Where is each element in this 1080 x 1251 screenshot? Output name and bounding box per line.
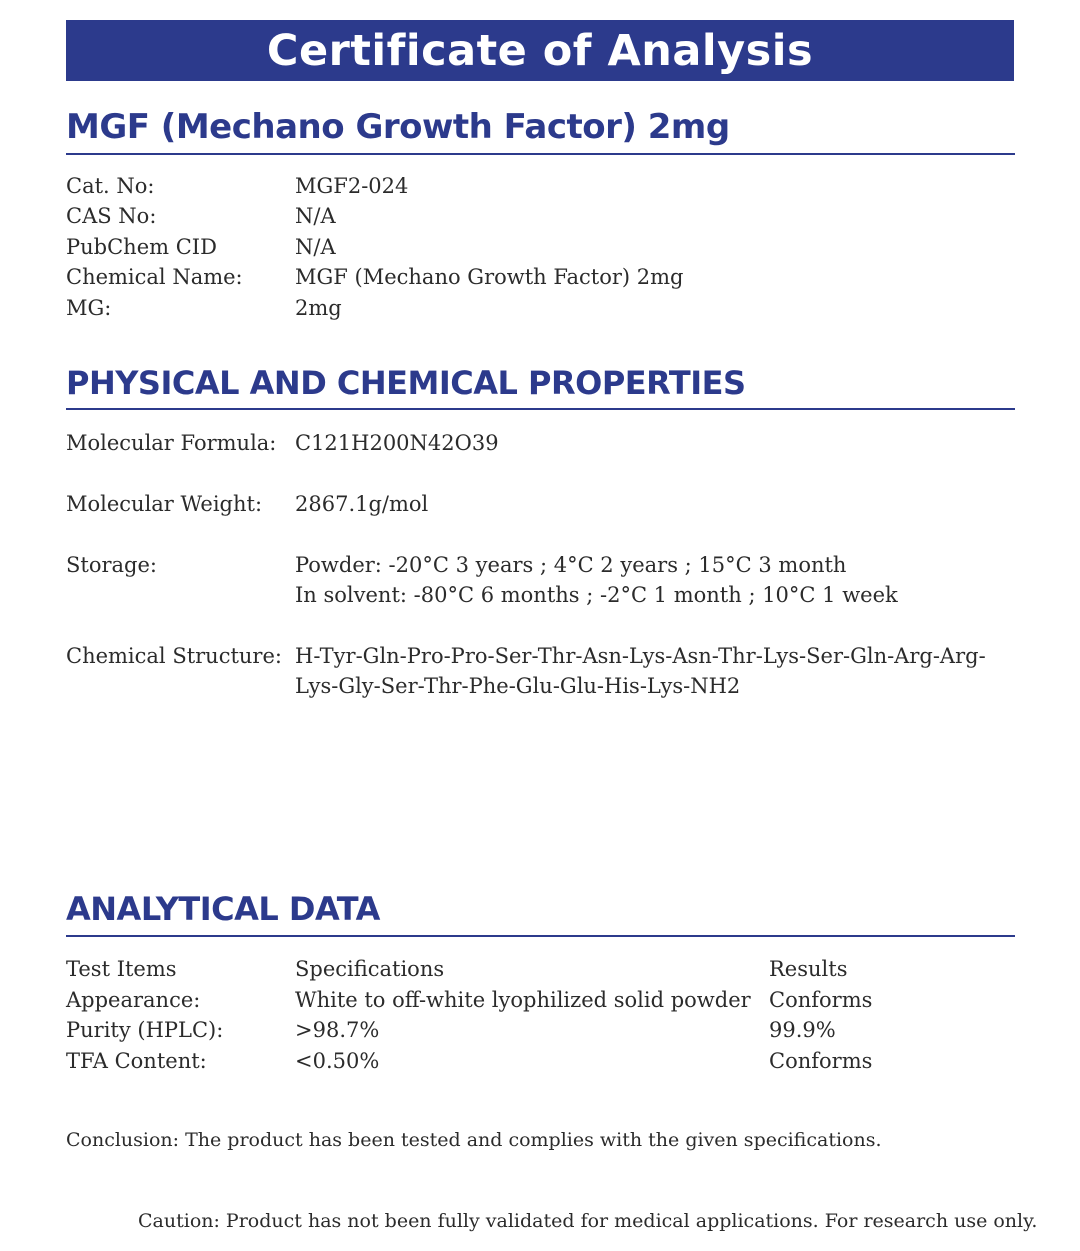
- result: 99.9%: [769, 1018, 836, 1042]
- field-label: MG:: [66, 296, 112, 320]
- field-label: Cat. No:: [66, 174, 155, 198]
- field-value: MGF (Mechano Growth Factor) 2mg: [295, 265, 684, 289]
- molecular-weight-label: Molecular Weight:: [66, 492, 263, 516]
- test-item: Purity (HPLC):: [66, 1018, 224, 1042]
- field-label: PubChem CID: [66, 235, 217, 259]
- storage-solvent: In solvent: -80°C 6 months ; -2°C 1 month ; 10°C 1 week: [295, 583, 898, 607]
- certificate-title: Certificate of Analysis: [266, 25, 814, 76]
- molecular-formula-label: Molecular Formula:: [66, 431, 277, 455]
- chemical-structure-line2: Lys-Gly-Ser-Thr-Phe-Glu-Glu-His-Lys-NH2: [295, 674, 741, 698]
- conclusion-text: Conclusion: The product has been tested and complies with the given specifications.: [66, 1129, 882, 1151]
- field-value: 2mg: [295, 296, 342, 320]
- result: Conforms: [769, 988, 873, 1012]
- molecular-formula-value: C121H200N42O39: [295, 431, 499, 455]
- column-header-test-items: Test Items: [66, 957, 177, 981]
- field-label: CAS No:: [66, 204, 157, 228]
- caution-text: Caution: Product has not been fully validated for medical applications. For research use only.: [138, 1210, 1038, 1232]
- column-header-specifications: Specifications: [295, 957, 445, 981]
- molecular-weight-value: 2867.1g/mol: [295, 492, 429, 516]
- test-item: TFA Content:: [66, 1049, 207, 1073]
- specification: >98.7%: [295, 1018, 380, 1042]
- product-divider: [66, 153, 1015, 155]
- field-value: N/A: [295, 235, 336, 259]
- analytical-divider: [66, 935, 1015, 937]
- storage-label: Storage:: [66, 553, 157, 577]
- title-banner: [66, 20, 1014, 81]
- field-label: Chemical Name:: [66, 265, 243, 289]
- specification: <0.50%: [295, 1049, 380, 1073]
- product-title: MGF (Mechano Growth Factor) 2mg: [66, 107, 730, 147]
- storage-powder: Powder: -20°C 3 years ; 4°C 2 years ; 15°C 3 month: [295, 553, 847, 577]
- result: Conforms: [769, 1049, 873, 1073]
- specification: White to off-white lyophilized solid powder: [295, 988, 751, 1012]
- chemical-structure-line1: H-Tyr-Gln-Pro-Pro-Ser-Thr-Asn-Lys-Asn-Thr-Lys-Ser-Gln-Arg-Arg-: [295, 644, 986, 668]
- field-value: N/A: [295, 204, 336, 228]
- column-header-results: Results: [769, 957, 848, 981]
- field-value: MGF2-024: [295, 174, 409, 198]
- test-item: Appearance:: [66, 988, 201, 1012]
- properties-heading: PHYSICAL AND CHEMICAL PROPERTIES: [66, 364, 746, 402]
- chemical-structure-label: Chemical Structure:: [66, 644, 282, 668]
- analytical-heading: ANALYTICAL DATA: [66, 890, 380, 928]
- properties-divider: [66, 408, 1015, 410]
